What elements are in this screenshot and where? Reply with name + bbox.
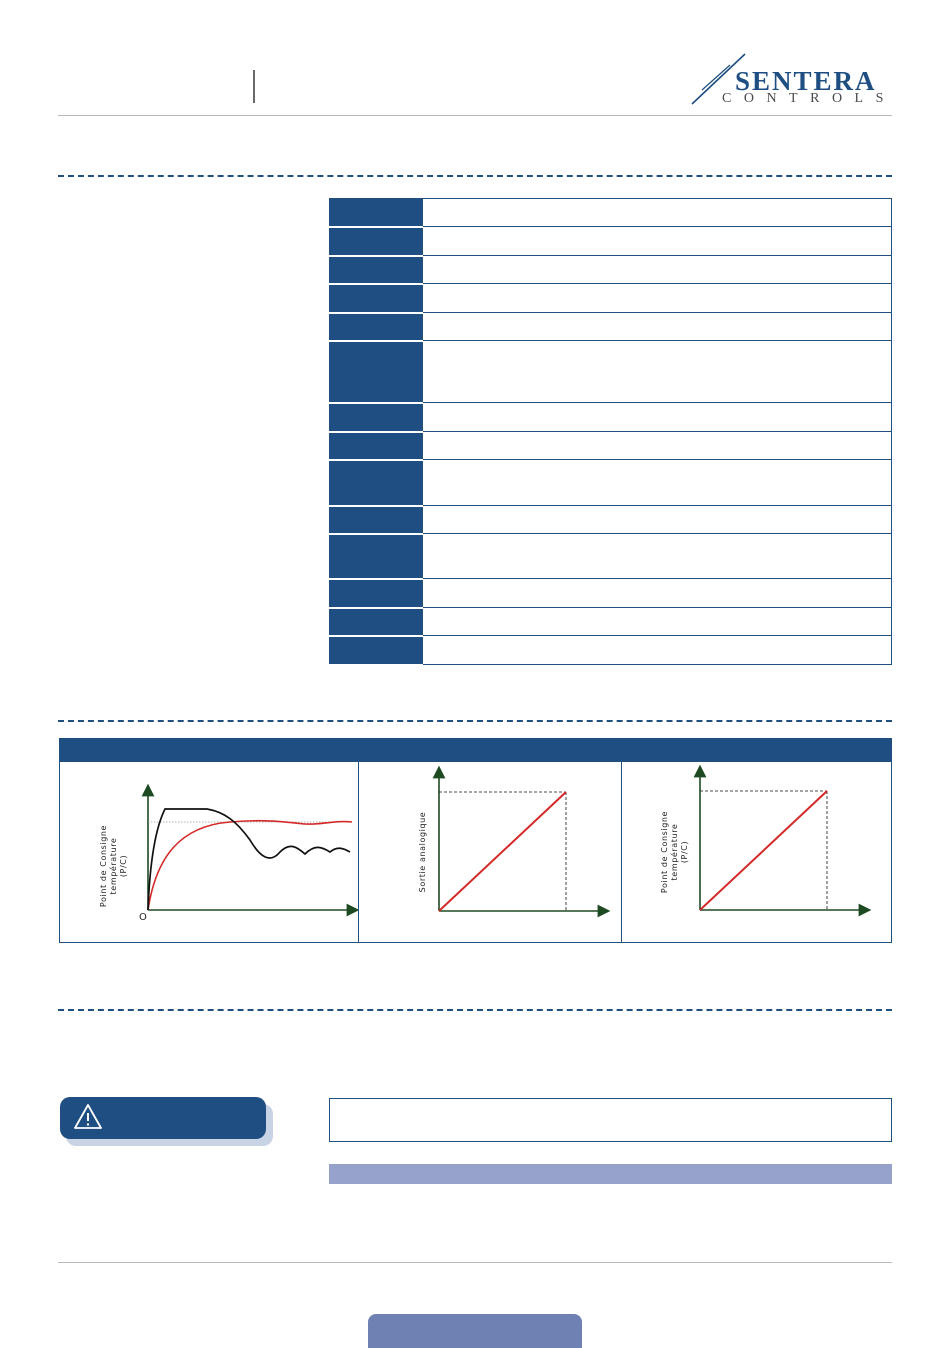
spec-value-cell bbox=[423, 432, 892, 460]
spec-key-cell bbox=[330, 403, 423, 432]
y-label-line-1: Point de Consigne bbox=[99, 824, 108, 908]
spec-row bbox=[330, 227, 892, 256]
spec-row bbox=[330, 608, 892, 636]
spec-key-cell bbox=[330, 284, 423, 313]
spec-value-cell bbox=[423, 284, 892, 313]
spec-key-cell bbox=[330, 199, 423, 227]
spec-key-cell bbox=[330, 506, 423, 534]
spec-key-cell bbox=[330, 579, 423, 608]
spec-row bbox=[330, 313, 892, 341]
spec-key-cell bbox=[330, 608, 423, 636]
spec-key-cell bbox=[330, 636, 423, 665]
spec-key-cell bbox=[330, 534, 423, 579]
spec-value-cell bbox=[423, 636, 892, 665]
spec-row bbox=[330, 284, 892, 313]
page-number-tab bbox=[368, 1314, 582, 1348]
graph-pid-response bbox=[59, 761, 359, 943]
spec-row bbox=[330, 506, 892, 534]
y-label-line-1: Point de Consigne bbox=[660, 810, 669, 894]
spec-value-cell bbox=[423, 256, 892, 284]
section-divider-3 bbox=[58, 1009, 892, 1011]
spec-row bbox=[330, 460, 892, 506]
output-line bbox=[439, 792, 566, 911]
header-rule bbox=[58, 115, 892, 116]
spec-value-cell bbox=[423, 227, 892, 256]
spec-value-cell bbox=[423, 313, 892, 341]
setpoint-line bbox=[700, 791, 827, 910]
header-divider bbox=[253, 70, 255, 103]
spec-row bbox=[330, 199, 892, 227]
graph-setpoint bbox=[621, 761, 892, 943]
warning-badge bbox=[60, 1097, 266, 1139]
highlight-bar bbox=[329, 1164, 892, 1184]
specifications-table bbox=[329, 198, 892, 666]
spec-key-cell bbox=[330, 460, 423, 506]
red-curve bbox=[148, 821, 352, 910]
footer-rule bbox=[58, 1262, 892, 1263]
spec-row bbox=[330, 403, 892, 432]
spec-key-cell bbox=[330, 341, 423, 403]
sentera-logo bbox=[690, 52, 895, 110]
section-divider-2 bbox=[58, 720, 892, 722]
spec-value-cell bbox=[423, 460, 892, 506]
spec-row bbox=[330, 341, 892, 403]
spec-value-cell bbox=[423, 608, 892, 636]
spec-key-cell bbox=[330, 432, 423, 460]
spec-key-cell bbox=[330, 256, 423, 284]
spec-row bbox=[330, 534, 892, 579]
y-label: Sortie analogique bbox=[418, 811, 427, 893]
spec-value-cell bbox=[423, 579, 892, 608]
origin-label: O bbox=[139, 912, 148, 923]
spec-row bbox=[330, 256, 892, 284]
spec-value-cell bbox=[423, 403, 892, 432]
spec-value-cell bbox=[423, 199, 892, 227]
y-label-line-3: (P/C) bbox=[680, 840, 689, 864]
spec-value-cell bbox=[423, 506, 892, 534]
spec-value-cell bbox=[423, 534, 892, 579]
spec-row bbox=[330, 579, 892, 608]
graphs-header-bar bbox=[59, 738, 892, 761]
warning-triangle-icon bbox=[73, 1103, 103, 1131]
graph-analog-output bbox=[358, 761, 622, 943]
logo-brand-name: SENTERA bbox=[735, 66, 877, 96]
section-divider-1 bbox=[58, 175, 892, 177]
y-label-line-2: température bbox=[109, 837, 118, 895]
spec-key-cell bbox=[330, 227, 423, 256]
spec-row bbox=[330, 432, 892, 460]
logo-brand-sub: CONTROLS bbox=[722, 91, 896, 106]
y-label-line-2: température bbox=[670, 823, 679, 881]
spec-row bbox=[330, 636, 892, 665]
warning-note-box bbox=[329, 1098, 892, 1142]
spec-value-cell bbox=[423, 341, 892, 403]
spec-key-cell bbox=[330, 313, 423, 341]
y-label-line-3: (P/C) bbox=[119, 854, 128, 878]
